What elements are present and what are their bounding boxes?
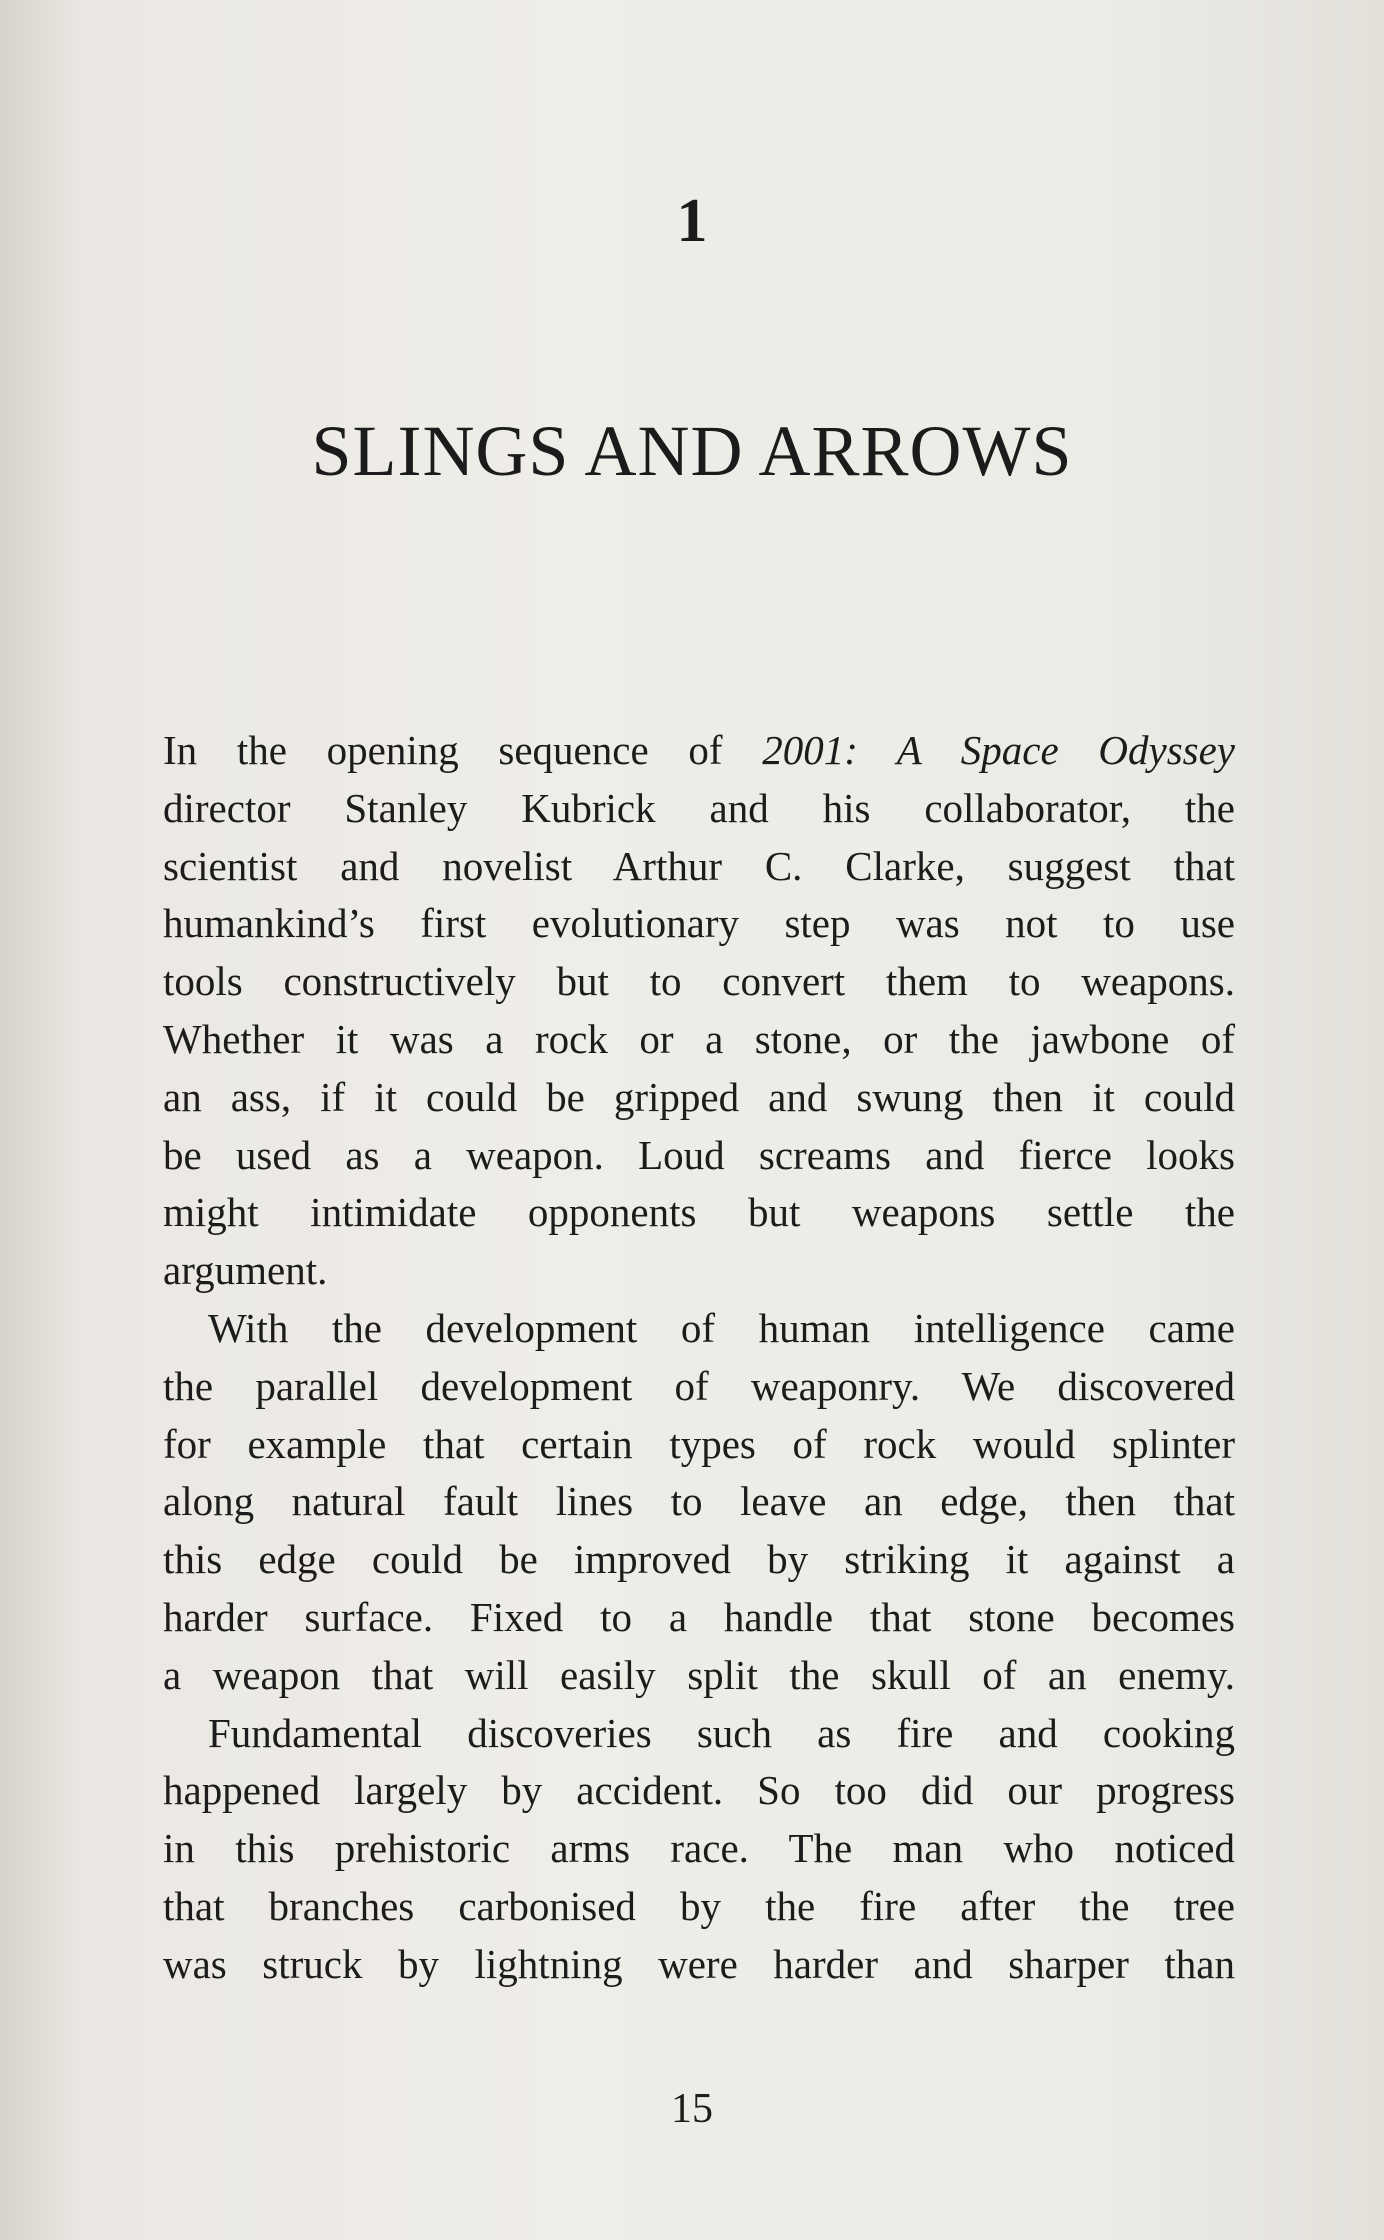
text-line: tools constructively but to convert them to weapons. (163, 958, 1235, 1005)
text-line: Fundamental discoveries such as fire and cooking (208, 1709, 1235, 1756)
text-line: scientist and novelist Arthur C. Clarke, suggest that (163, 842, 1235, 889)
text-line: an ass, if it could be gripped and swung then it could (163, 1073, 1235, 1120)
text-line: the parallel development of weaponry. We discovered (163, 1362, 1235, 1409)
text-line: With the development of human intelligence came (208, 1304, 1235, 1351)
text-line: this edge could be improved by striking it against a (163, 1536, 1235, 1583)
text-line: for example that certain types of rock would splinter (163, 1420, 1235, 1467)
text-line: along natural fault lines to leave an edge, then that (163, 1478, 1235, 1525)
body-text (163, 722, 1235, 1994)
chapter-number: 1 (676, 187, 708, 255)
paragraph-1 (163, 722, 1235, 1300)
paragraph-3 (163, 1705, 1235, 1994)
page-number: 15 (671, 2086, 713, 2132)
text-line: In the opening sequence of 2001: A Space Odyssey (163, 727, 1236, 773)
text-line: might intimidate opponents but weapons settle the (163, 1189, 1235, 1236)
text-line: was struck by lightning were harder and sharper than (163, 1940, 1235, 1987)
text-line: argument. (163, 1247, 328, 1294)
text-line: harder surface. Fixed to a handle that stone becomes (163, 1593, 1235, 1640)
text-line: happened largely by accident. So too did our progress (163, 1767, 1235, 1814)
text-line: director Stanley Kubrick and his collaborator, the (163, 784, 1235, 831)
film-title: 2001: A Space Odyssey (762, 727, 1236, 773)
text-line: humankind’s first evolutionary step was not to use (163, 900, 1235, 947)
text-line: Whether it was a rock or a stone, or the jawbone of (163, 1015, 1235, 1062)
text-line: be used as a weapon. Loud screams and fierce looks (163, 1131, 1235, 1178)
chapter-title: SLINGS AND ARROWS (311, 411, 1073, 491)
paragraph-2 (163, 1300, 1235, 1705)
text-line: a weapon that will easily split the skull of an enemy. (163, 1651, 1235, 1698)
text-line: that branches carbonised by the fire after the tree (163, 1882, 1235, 1929)
text-line: in this prehistoric arms race. The man who noticed (163, 1825, 1235, 1872)
